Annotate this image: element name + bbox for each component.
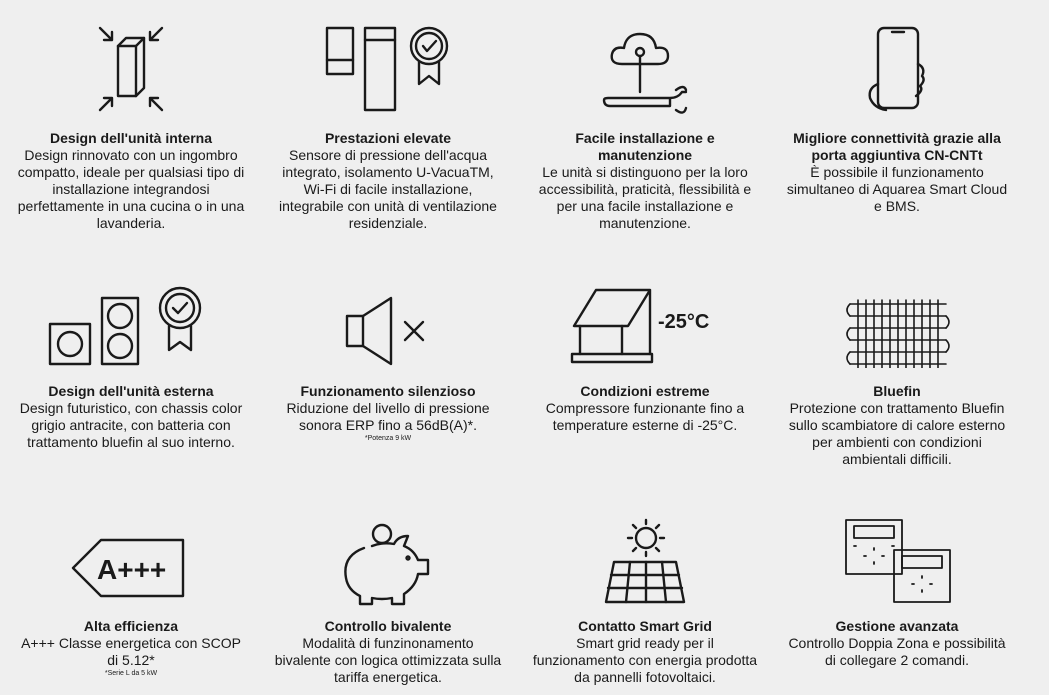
feature-title: Migliore connettività grazie alla porta aggiuntiva CN-CNTt	[793, 130, 1001, 163]
feature-desc: Sensore di pressione dell'acqua integrato, isolamento U-VacuaTM, Wi-Fi di facile installazione, integrabile con unità di ventilazione residenziale.	[279, 147, 497, 231]
feature-desc: Design futuristico, con chassis color grigio antracite, con batteria con trattamento bluefin al suo interno.	[19, 400, 243, 450]
feature-title: Design dell'unità interna	[49, 130, 213, 146]
feature-title: Funzionamento silenzioso	[300, 383, 476, 399]
feature-title: Controllo bivalente	[324, 618, 452, 634]
feature-title: Design dell'unità esterna	[48, 383, 214, 399]
feature-title: Alta efficienza	[83, 618, 179, 634]
feature-title: Prestazioni elevate	[324, 130, 452, 146]
feature-desc: A+++ Classe energetica con SCOP di 5.12*	[21, 635, 241, 668]
cloud-wrench-icon	[514, 24, 776, 114]
energy-class-label: A+++	[97, 554, 167, 585]
mute-speaker-icon	[257, 294, 519, 369]
feature-desc: Protezione con trattamento Bluefin sullo scambiatore di calore esterno per ambienti con condizioni ambientali difficili.	[788, 400, 1006, 467]
units-badge-icon	[257, 24, 519, 114]
remote-controls-icon	[766, 518, 1028, 604]
heat-exchanger-icon	[766, 298, 1028, 368]
feature-desc: Riduzione del livello di pressione sonora ERP fino a 56dB(A)*.	[286, 400, 490, 433]
solar-panel-icon	[514, 518, 776, 604]
temperature-label: -25°C	[658, 311, 710, 333]
feature-title: Bluefin	[873, 383, 921, 399]
feature-desc: Compressore funzionante fino a temperature esterne di -25°C.	[545, 400, 745, 433]
feature-desc: Smart grid ready per il funzionamento con energia prodotta da pannelli fotovoltaici.	[532, 635, 758, 685]
feature-title: Facile installazione e manutenzione	[575, 130, 715, 163]
outdoor-unit-cold-icon	[514, 286, 776, 368]
piggy-bank-icon	[257, 520, 519, 606]
feature-desc: Design rinnovato con un ingombro compatto, ideale per qualsiasi tipo di installazione integrandosi perfettamente in una cucina o in una lavanderia.	[17, 147, 245, 231]
compact-unit-icon	[0, 24, 262, 114]
feature-desc: Controllo Doppia Zona e possibilità di collegare 2 comandi.	[788, 635, 1006, 668]
feature-desc: È possibile il funzionamento simultaneo di Aquarea Smart Cloud e BMS.	[786, 164, 1008, 214]
feature-title: Condizioni estreme	[580, 383, 710, 399]
smartphone-hand-icon	[766, 24, 1028, 114]
feature-title: Contatto Smart Grid	[578, 618, 712, 634]
feature-desc: Le unità si distinguono per la loro accessibilità, praticità, flessibilità e per una facile installazione e manutenzione.	[538, 164, 752, 231]
energy-label-icon	[0, 538, 262, 598]
feature-desc: Modalità di funzinonamento bivalente con logica ottimizzata sulla tariffa energetica.	[274, 635, 502, 685]
outdoor-units-badge-icon	[0, 284, 262, 369]
feature-title: Gestione avanzata	[835, 618, 959, 634]
footnote: *Serie L da 5 kW	[104, 670, 158, 677]
footnote: *Potenza 9 kW	[364, 435, 412, 442]
